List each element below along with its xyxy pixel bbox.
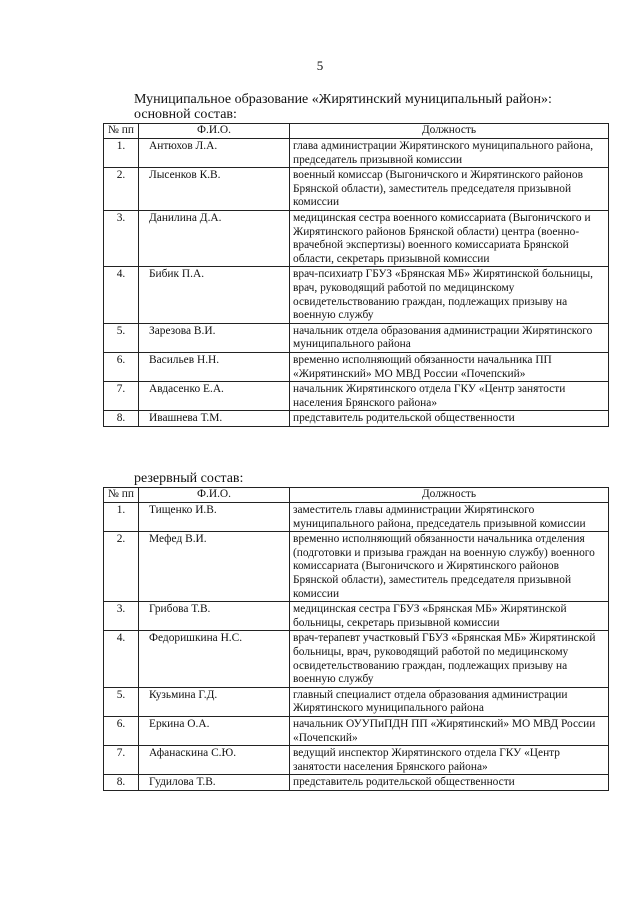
row-number: 4. bbox=[104, 631, 139, 687]
main-heading-line2: основной состав: bbox=[134, 107, 237, 122]
column-header-name: Ф.И.О. bbox=[139, 488, 290, 503]
table-row bbox=[104, 382, 609, 411]
reserve-members-table bbox=[103, 487, 609, 791]
row-number: 2. bbox=[104, 532, 139, 602]
table-row bbox=[104, 503, 609, 532]
member-name: Грибова Т.В. bbox=[139, 602, 290, 631]
table-row bbox=[104, 687, 609, 716]
table-header-row bbox=[104, 488, 609, 503]
member-name: Гудилова Т.В. bbox=[139, 775, 290, 791]
member-name: Авдасенко Е.А. bbox=[139, 382, 290, 411]
table-row bbox=[104, 532, 609, 602]
member-position: глава администрации Жирятинского муниципального района, председатель призывной комиссии bbox=[290, 139, 609, 168]
row-number: 7. bbox=[104, 746, 139, 775]
column-header-position: Должность bbox=[290, 124, 609, 139]
member-name: Федоришкина Н.С. bbox=[139, 631, 290, 687]
column-header-number: № пп bbox=[104, 124, 139, 139]
member-name: Васильев Н.Н. bbox=[139, 352, 290, 381]
member-position: врач-психиатр ГБУЗ «Брянская МБ» Жирятинской больницы, врач, руководящий работой по медицинскому освидетельствованию граждан, подлежащих призыву на военную службу bbox=[290, 267, 609, 323]
member-name: Антюхов Л.А. bbox=[139, 139, 290, 168]
table-header-row bbox=[104, 124, 609, 139]
member-position: главный специалист отдела образования администрации Жирятинского муниципального района bbox=[290, 687, 609, 716]
row-number: 8. bbox=[104, 411, 139, 427]
row-number: 4. bbox=[104, 267, 139, 323]
row-number: 5. bbox=[104, 323, 139, 352]
row-number: 6. bbox=[104, 716, 139, 745]
column-header-position: Должность bbox=[290, 488, 609, 503]
row-number: 6. bbox=[104, 352, 139, 381]
member-position: заместитель главы администрации Жирятинского муниципального района, председатель призывной комиссии bbox=[290, 503, 609, 532]
member-position: временно исполняющий обязанности начальника ПП «Жирятинский» МО МВД России «Почепский» bbox=[290, 352, 609, 381]
member-position: начальник отдела образования администрации Жирятинского муниципального района bbox=[290, 323, 609, 352]
row-number: 1. bbox=[104, 503, 139, 532]
row-number: 5. bbox=[104, 687, 139, 716]
row-number: 2. bbox=[104, 168, 139, 211]
member-name: Зарезова В.И. bbox=[139, 323, 290, 352]
member-position: ведущий инспектор Жирятинского отдела ГКУ «Центр занятости населения Брянского района» bbox=[290, 746, 609, 775]
member-name: Мефед В.И. bbox=[139, 532, 290, 602]
table-row bbox=[104, 210, 609, 266]
table-row bbox=[104, 716, 609, 745]
row-number: 1. bbox=[104, 139, 139, 168]
main-heading-line1: Муниципальное образование «Жирятинский муниципальный район»: bbox=[134, 92, 552, 107]
member-position: временно исполняющий обязанности начальника отделения (подготовки и призыва граждан на военную службу) военного комиссариата (Выгоничского и Жирятинского районов Брянской области), заместитель председателя призывной комиссии bbox=[290, 532, 609, 602]
main-section-heading bbox=[134, 92, 604, 122]
member-position: начальник Жирятинского отдела ГКУ «Центр занятости населения Брянского района» bbox=[290, 382, 609, 411]
table-row bbox=[104, 168, 609, 211]
member-position: начальник ОУУПиПДН ПП «Жирятинский» МО МВД России «Почепский» bbox=[290, 716, 609, 745]
page-number: 5 bbox=[316, 58, 324, 73]
table-row bbox=[104, 267, 609, 323]
table-row bbox=[104, 411, 609, 427]
member-position: врач-терапевт участковый ГБУЗ «Брянская МБ» Жирятинской больницы, врач, руководящий работой по медицинскому освидетельствованию граждан, подлежащих призыву на военную службу bbox=[290, 631, 609, 687]
table-row bbox=[104, 602, 609, 631]
table-row bbox=[104, 775, 609, 791]
member-position: представитель родительской общественности bbox=[290, 411, 609, 427]
member-name: Данилина Д.А. bbox=[139, 210, 290, 266]
row-number: 7. bbox=[104, 382, 139, 411]
table-row bbox=[104, 746, 609, 775]
column-header-name: Ф.И.О. bbox=[139, 124, 290, 139]
member-position: медицинская сестра военного комиссариата (Выгоничского и Жирятинского районов Брянской области) центра (военно-врачебной экспертизы) военного комиссариата Брянской области, секретарь призывной комиссии bbox=[290, 210, 609, 266]
member-name: Лысенков К.В. bbox=[139, 168, 290, 211]
row-number: 3. bbox=[104, 210, 139, 266]
reserve-section-heading: резервный состав: bbox=[134, 471, 244, 486]
member-name: Афанаскина С.Ю. bbox=[139, 746, 290, 775]
table-row bbox=[104, 631, 609, 687]
table-row bbox=[104, 139, 609, 168]
member-name: Кузьмина Г.Д. bbox=[139, 687, 290, 716]
member-name: Тищенко И.В. bbox=[139, 503, 290, 532]
member-name: Ивашнева Т.М. bbox=[139, 411, 290, 427]
member-position: медицинская сестра ГБУЗ «Брянская МБ» Жирятинской больницы, секретарь призывной комиссии bbox=[290, 602, 609, 631]
column-header-number: № пп bbox=[104, 488, 139, 503]
main-members-table bbox=[103, 123, 609, 427]
table-row bbox=[104, 352, 609, 381]
member-position: представитель родительской общественности bbox=[290, 775, 609, 791]
table-row bbox=[104, 323, 609, 352]
member-name: Еркина О.А. bbox=[139, 716, 290, 745]
member-position: военный комиссар (Выгоничского и Жирятинского районов Брянской области), заместитель председателя призывной комиссии bbox=[290, 168, 609, 211]
row-number: 3. bbox=[104, 602, 139, 631]
member-name: Бибик П.А. bbox=[139, 267, 290, 323]
row-number: 8. bbox=[104, 775, 139, 791]
